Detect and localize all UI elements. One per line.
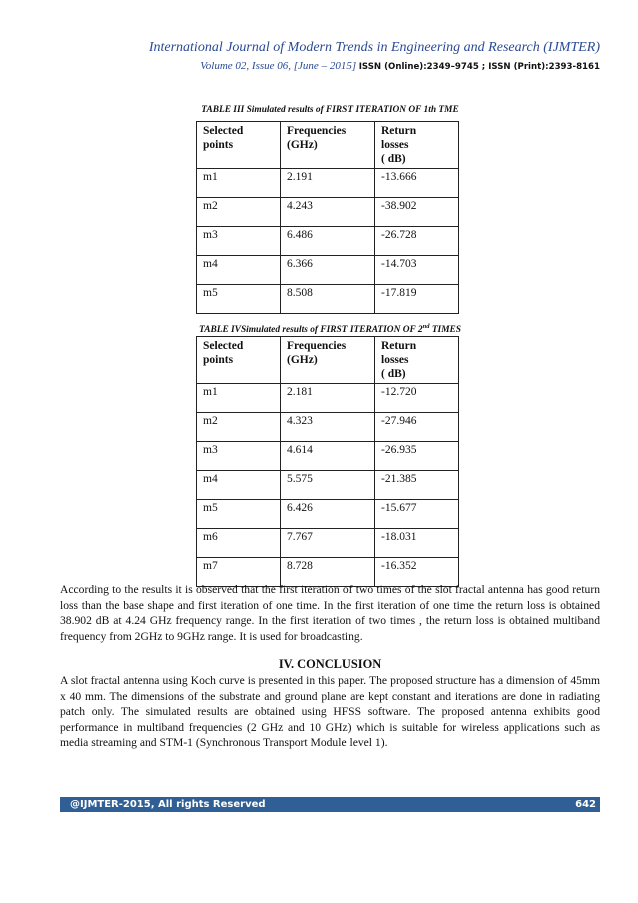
table-row: [197, 256, 459, 285]
table4: [196, 336, 459, 587]
page-number: 642: [575, 799, 596, 810]
table-row: [197, 285, 459, 314]
table-cell: m2: [197, 413, 281, 442]
table-row: [197, 227, 459, 256]
table-row: [197, 442, 459, 471]
table-cell: -17.819: [375, 285, 459, 314]
page-footer: [60, 797, 600, 812]
table-cell: -16.352: [375, 558, 459, 587]
table-row: [197, 169, 459, 198]
table-cell: m5: [197, 500, 281, 529]
table3-header-cell: Selected points: [197, 122, 281, 169]
journal-volume: Volume 02, Issue 06, [June – 2015]: [200, 60, 357, 72]
table-cell: -18.031: [375, 529, 459, 558]
table-cell: 7.767: [281, 529, 375, 558]
table3: [196, 121, 459, 314]
table-cell: -15.677: [375, 500, 459, 529]
copyright-text: @IJMTER-2015, All rights Reserved: [70, 799, 266, 810]
table-cell: -26.728: [375, 227, 459, 256]
table4-caption: TABLE IVSimulated results of FIRST ITERATION OF 2nd TIMES: [199, 323, 461, 336]
table3-caption: TABLE III Simulated results of FIRST ITERATION OF 1th TME: [201, 105, 459, 115]
table-cell: 8.728: [281, 558, 375, 587]
table4-header-row: [197, 337, 459, 384]
table-cell: 8.508: [281, 285, 375, 314]
table-cell: 6.426: [281, 500, 375, 529]
table-cell: -27.946: [375, 413, 459, 442]
table-cell: m2: [197, 198, 281, 227]
table-cell: 4.323: [281, 413, 375, 442]
table-cell: m4: [197, 471, 281, 500]
table-cell: 6.486: [281, 227, 375, 256]
table-cell: -14.703: [375, 256, 459, 285]
table-cell: 4.243: [281, 198, 375, 227]
table-cell: -26.935: [375, 442, 459, 471]
table-row: [197, 471, 459, 500]
conclusion-heading: IV. CONCLUSION: [278, 657, 382, 671]
journal-title: International Journal of Modern Trends in Engineering and Research (IJMTER): [148, 40, 600, 55]
table-cell: m6: [197, 529, 281, 558]
table-cell: 4.614: [281, 442, 375, 471]
table-row: [197, 529, 459, 558]
table-cell: m3: [197, 442, 281, 471]
table-cell: 6.366: [281, 256, 375, 285]
table-cell: m5: [197, 285, 281, 314]
table-cell: m3: [197, 227, 281, 256]
table-row: [197, 198, 459, 227]
table-cell: 5.575: [281, 471, 375, 500]
table-cell: m1: [197, 384, 281, 413]
table-row: [197, 384, 459, 413]
table3-header-row: [197, 122, 459, 169]
table-cell: -38.902: [375, 198, 459, 227]
table-cell: -21.385: [375, 471, 459, 500]
table-cell: m4: [197, 256, 281, 285]
journal-issn: ISSN (Online):2349–9745 ; ISSN (Print):2393-8161: [358, 62, 600, 72]
table-cell: 2.191: [281, 169, 375, 198]
table-cell: -13.666: [375, 169, 459, 198]
table4-header-cell: Selected points: [197, 337, 281, 384]
table-cell: m1: [197, 169, 281, 198]
table-cell: 2.181: [281, 384, 375, 413]
table4-header-cell: Return losses ( dB): [375, 337, 459, 384]
table-cell: m7: [197, 558, 281, 587]
table-row: [197, 500, 459, 529]
table3-header-cell: Return losses ( dB): [375, 122, 459, 169]
table-cell: -12.720: [375, 384, 459, 413]
table4-header-cell: Frequencies (GHz): [281, 337, 375, 384]
conclusion-paragraph: A slot fractal antenna using Koch curve is presented in this paper. The proposed structure has a dimension of 45mm x 40 mm. The dimensions of the substrate and ground plane are kept constant and iterations are done in radiating patch only. The simulated results are obtained using HFSS software. The proposed antenna exhibits good performance in multiband frequencies (2 GHz and 10 GHz) which is suitable for wireless applications such as media streaming and STM-1 (Synchronous Transport Module level 1).: [60, 674, 600, 750]
table3-header-cell: Frequencies (GHz): [281, 122, 375, 169]
table-row: [197, 413, 459, 442]
journal-volume-line: [60, 60, 600, 72]
results-paragraph: According to the results it is observed that the first iteration of two times of the slot fractal antenna has good return loss than the base shape and first iteration of one time. In the first iteration of one time the return loss is obtained 38.902 dB at 4.24 GHz frequency range. In the first iteration of two times , the return loss is obtained multiband frequency from 2GHz to 9GHz range. It is used for broadcasting.: [60, 583, 600, 643]
